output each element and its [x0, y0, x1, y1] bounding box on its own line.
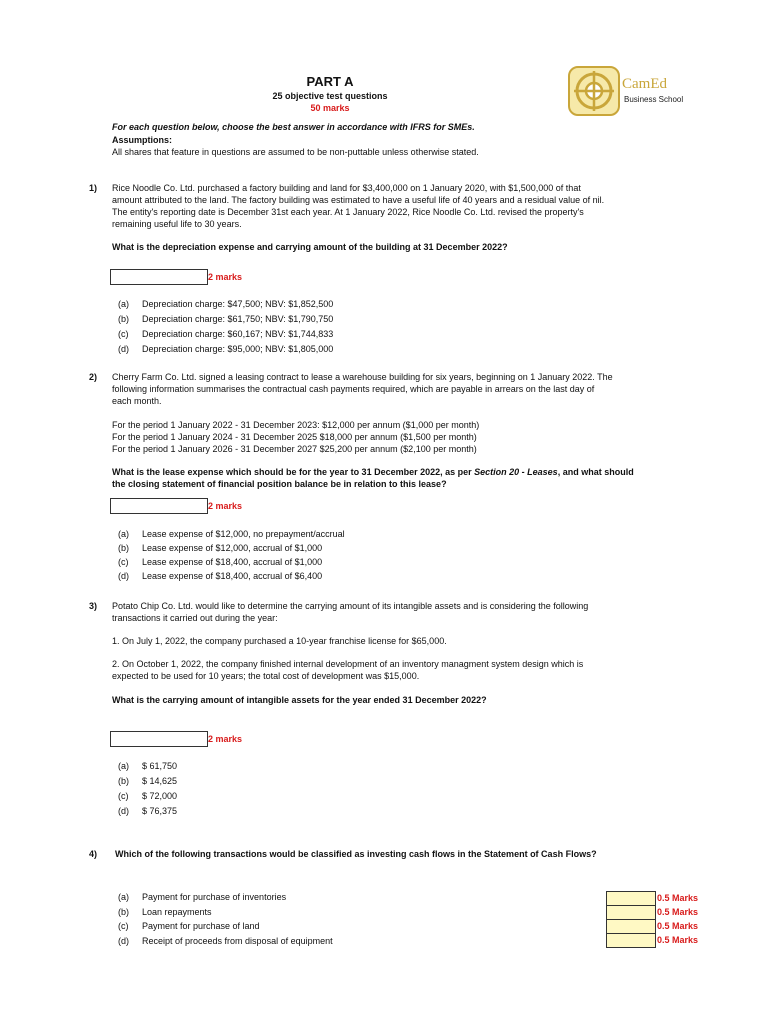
q2-period-1: For the period 1 January 2022 - 31 December 2023: $12,000 per annum ($1,000 per month) [112, 420, 480, 430]
q2-option-b[interactable]: (b) Lease expense of $12,000, accrual of $1,000 [118, 543, 323, 553]
q3-line-2: transactions it carried out during the year: [112, 613, 278, 623]
q1-option-d[interactable]: (d) Depreciation charge: $95,000; NBV: $1,805,000 [118, 344, 334, 354]
page-subtitle: 25 objective test questions [272, 91, 388, 101]
cameed-logo [568, 66, 688, 116]
instruction-text: For each question below, choose the best answer in accordance with IFRS for SMEs. [112, 122, 475, 132]
q4-marks-a: 0.5 Marks [657, 893, 699, 903]
q4-option-d[interactable]: (d) Receipt of proceeds from disposal of equipment [118, 936, 333, 946]
q4-option-a[interactable]: (a) Payment for purchase of inventories [118, 892, 287, 902]
q4-marks-b: 0.5 Marks [657, 907, 699, 917]
q3-option-a[interactable]: (a) $ 61,750 [118, 761, 178, 771]
logo-name: CamEd [622, 76, 667, 92]
q2-marks: 2 marks [208, 501, 243, 511]
q2-period-2: For the period 1 January 2024 - 31 December 2025 $18,000 per annum ($1,500 per month) [112, 432, 477, 442]
q3-option-c[interactable]: (c) $ 72,000 [118, 791, 178, 801]
q4-answer-cell-b[interactable] [606, 905, 656, 920]
logo-tagline: Business School [624, 95, 684, 104]
q1-answer-box[interactable] [110, 269, 208, 285]
q1-line-2: amount attributed to the land. The factory building was estimated to have a useful life of 40 years and a residual value of nil. [112, 195, 605, 205]
q3-option-b[interactable]: (b) $ 14,625 [118, 776, 178, 786]
q1-question: What is the depreciation expense and carrying amount of the building at 31 December 2022? [112, 242, 508, 252]
total-marks: 50 marks [310, 103, 350, 113]
q1-line-4: remaining useful life to 30 years. [112, 219, 242, 229]
q4-answer-cell-d[interactable] [606, 933, 656, 948]
assumptions-label: Assumptions: [112, 135, 173, 145]
q3-marks: 2 marks [208, 734, 243, 744]
q4-marks-c: 0.5 Marks [657, 921, 699, 931]
q4-option-c[interactable]: (c) Payment for purchase of land [118, 921, 260, 931]
q3-line-1: Potato Chip Co. Ltd. would like to determine the carrying amount of its intangible assets and is considering the following [112, 601, 589, 611]
q4-question: Which of the following transactions would be classified as investing cash flows in the Statement of Cash Flows? [115, 849, 597, 859]
q2-line-2: following information summarises the contractual cash payments required, which are payable in arrears on the last day of [112, 384, 595, 394]
q2-option-d[interactable]: (d) Lease expense of $18,400, accrual of $6,400 [118, 571, 323, 581]
q2-option-c[interactable]: (c) Lease expense of $18,400, accrual of $1,000 [118, 557, 323, 567]
q2-question-line-2: the closing statement of financial position balance be in relation to this lease? [112, 479, 447, 489]
q3-question: What is the carrying amount of intangible assets for the year ended 31 December 2022? [112, 695, 487, 705]
question-number-1: 1) [89, 183, 98, 193]
q3-item-1: 1. On July 1, 2022, the company purchased a 10-year franchise license for $65,000. [112, 636, 447, 646]
q4-answer-cell-a[interactable] [606, 891, 656, 906]
q1-marks: 2 marks [208, 272, 243, 282]
assumptions-text: All shares that feature in questions are assumed to be non-puttable unless otherwise stated. [112, 147, 479, 157]
q3-item-2-line-1: 2. On October 1, 2022, the company finished internal development of an inventory managment system design which is [112, 659, 584, 669]
q4-marks-d: 0.5 Marks [657, 935, 699, 945]
q2-period-3: For the period 1 January 2026 - 31 December 2027 $25,200 per annum ($2,100 per month) [112, 444, 477, 454]
q1-line-3: The entity's reporting date is December 31st each year. At 1 January 2022, Rice Noodle Co. Ltd. revised the property's [112, 207, 584, 217]
q2-option-a[interactable]: (a) Lease expense of $12,000, no prepayment/accrual [118, 529, 345, 539]
q1-option-c[interactable]: (c) Depreciation charge: $60,167; NBV: $1,744,833 [118, 329, 334, 339]
q3-answer-box[interactable] [110, 731, 208, 747]
q3-item-2-line-2: expected to be used for 10 years; the total cost of development was $15,000. [112, 671, 420, 681]
q2-line-1: Cherry Farm Co. Ltd. signed a leasing contract to lease a warehouse building for six years, beginning on 1 January 2022. The [112, 372, 613, 382]
page-title: PART A [306, 74, 354, 89]
question-number-2: 2) [89, 372, 98, 382]
q1-option-a[interactable]: (a) Depreciation charge: $47,500; NBV: $1,852,500 [118, 299, 334, 309]
q2-answer-box[interactable] [110, 498, 208, 514]
logo-emblem-icon [568, 66, 620, 116]
q4-option-b[interactable]: (b) Loan repayments [118, 907, 212, 917]
q1-line-1: Rice Noodle Co. Ltd. purchased a factory building and land for $3,400,000 on 1 January 2020, with $1,500,000 of that [112, 183, 581, 193]
q1-option-b[interactable]: (b) Depreciation charge: $61,750; NBV: $1,790,750 [118, 314, 334, 324]
q3-option-d[interactable]: (d) $ 76,375 [118, 806, 178, 816]
question-number-4: 4) [89, 849, 98, 859]
question-number-3: 3) [89, 601, 98, 611]
q4-answer-cell-c[interactable] [606, 919, 656, 934]
q2-line-3: each month. [112, 396, 162, 406]
q2-question-line-1: What is the lease expense which should be for the year to 31 December 2022, as per Section 20 - Leases, and what should [112, 467, 634, 477]
